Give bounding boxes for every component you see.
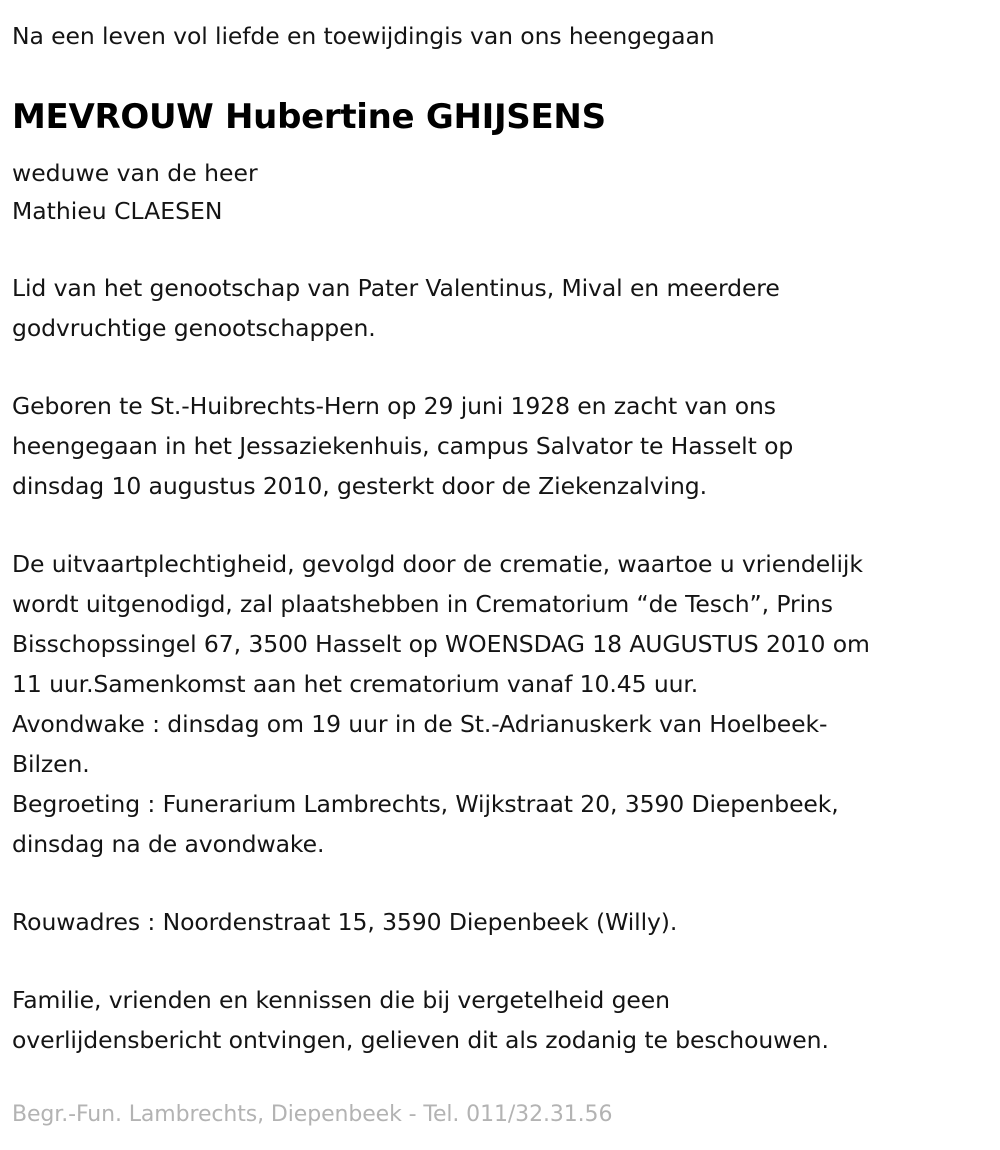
evening-vigil-line-2: Bilzen. (12, 750, 90, 778)
evening-vigil-line-1: Avondwake : dinsdag om 19 uur in de St.-Adrianuskerk van Hoelbeek- (12, 710, 828, 738)
closing-line-1: Familie, vrienden en kennissen die bij vergetelheid geen (12, 986, 670, 1014)
spacer (12, 138, 982, 154)
spacer (12, 942, 982, 980)
spacer (12, 1060, 982, 1098)
relation-label: weduwe van de heer (12, 159, 258, 187)
ceremony-line-3: Bisschopssingel 67, 3500 Hasselt op WOENSDAG 18 AUGUSTUS 2010 om (12, 630, 870, 658)
memberships-paragraph (12, 268, 982, 348)
greeting-line-1: Begroeting : Funerarium Lambrechts, Wijkstraat 20, 3590 Diepenbeek, (12, 790, 839, 818)
ceremony-line-1: De uitvaartplechtigheid, gevolgd door de crematie, waartoe u vriendelijk (12, 550, 863, 578)
deceased-name-heading: MEVROUW Hubertine GHIJSENS (12, 97, 606, 137)
mourning-address-line: Rouwadres : Noordenstraat 15, 3590 Diepenbeek (Willy). (12, 908, 678, 936)
spacer (12, 864, 982, 902)
closing-line-2: overlijdensbericht ontvingen, gelieven dit als zodanig te beschouwen. (12, 1026, 829, 1054)
memberships-line-2: godvruchtige genootschappen. (12, 314, 376, 342)
memberships-line-1: Lid van het genootschap van Pater Valentinus, Mival en meerdere (12, 274, 780, 302)
life-details-line-3: dinsdag 10 augustus 2010, gesterkt door de Ziekenzalving. (12, 472, 707, 500)
death-notice (12, 12, 982, 1132)
opening-line: Na een leven vol liefde en toewijdingis van ons heengegaan (12, 22, 715, 50)
ceremony-paragraph (12, 544, 982, 864)
life-details-paragraph (12, 386, 982, 506)
life-details-line-1: Geboren te St.-Huibrechts-Hern op 29 juni 1928 en zacht van ons (12, 392, 776, 420)
spouse-name: Mathieu CLAESEN (12, 197, 223, 225)
ceremony-line-4: 11 uur.Samenkomst aan het crematorium vanaf 10.45 uur. (12, 670, 699, 698)
funeral-home-credit: Begr.-Fun. Lambrechts, Diepenbeek - Tel. 011/32.31.56 (12, 1102, 613, 1127)
spacer (12, 230, 982, 268)
spacer (12, 506, 982, 544)
spacer (12, 56, 982, 96)
greeting-line-2: dinsdag na de avondwake. (12, 830, 325, 858)
closing-paragraph (12, 980, 982, 1060)
life-details-line-2: heengegaan in het Jessaziekenhuis, campus Salvator te Hasselt op (12, 432, 794, 460)
ceremony-line-2: wordt uitgenodigd, zal plaatshebben in Crematorium “de Tesch”, Prins (12, 590, 833, 618)
spacer (12, 348, 982, 386)
